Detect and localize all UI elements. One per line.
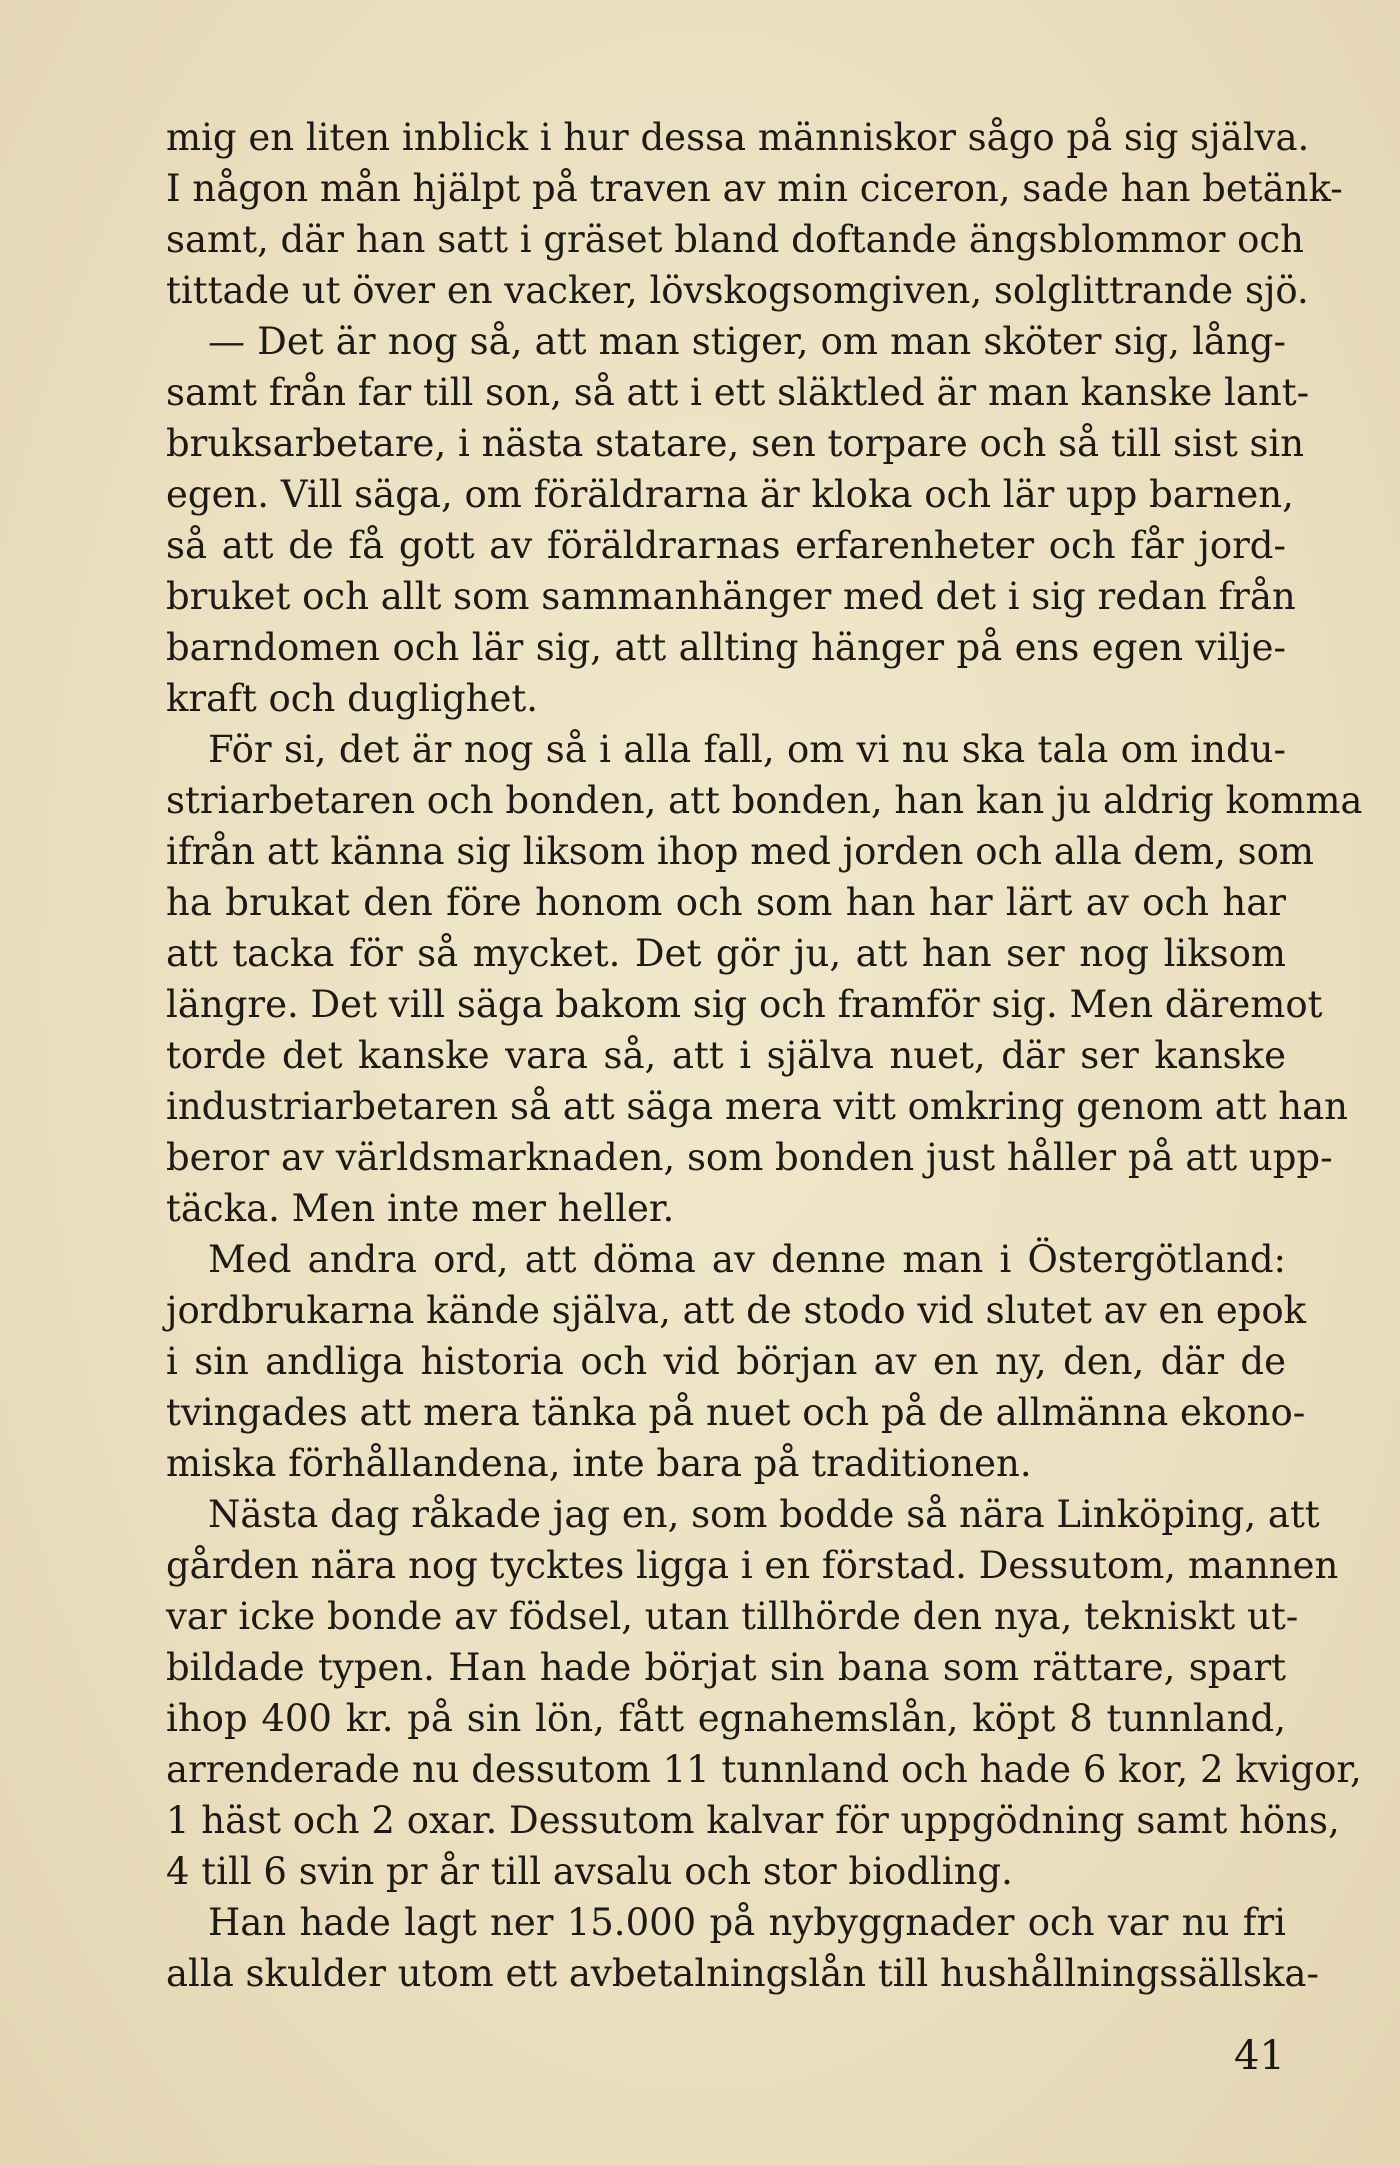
paragraph — [166, 163, 1343, 316]
text-line: ihop 400 kr. på sin lön, fått egnahemslån, köpt 8 tunnland, — [166, 1697, 1286, 1740]
text-line: Nästa dag råkade jag en, som bodde så nära Linköping, att — [208, 1493, 1320, 1536]
paragraph — [166, 724, 1363, 1234]
text-line: alla skulder utom ett avbetalningslån till hushållningssällska- — [166, 1952, 1319, 1995]
text-line: var icke bonde av födsel, utan tillhörde den nya, tekniskt ut- — [166, 1595, 1299, 1638]
text-line: För si, det är nog så i alla fall, om vi nu ska tala om indu- — [208, 728, 1286, 771]
text-line: ha brukat den före honom och som han har lärt av och har — [166, 881, 1286, 924]
page-number: 41 — [1234, 2033, 1285, 2079]
text-line: arrenderade nu dessutom 11 tunnland och hade 6 kor, 2 kvigor, — [166, 1748, 1362, 1791]
text-line: torde det kanske vara så, att i själva nuet, där ser kanske — [166, 1034, 1286, 1077]
text-line: tvingades att mera tänka på nuet och på de allmänna ekono- — [166, 1391, 1306, 1434]
text-line: 1 häst och 2 oxar. Dessutom kalvar för uppgödning samt höns, — [166, 1799, 1340, 1842]
paragraph — [166, 316, 1310, 724]
text-line: ifrån att känna sig liksom ihop med jorden och alla dem, som — [166, 830, 1314, 873]
text-line: bruksarbetare, i nästa statare, sen torpare och så till sist sin — [166, 422, 1305, 465]
text-line: längre. Det vill säga bakom sig och framför sig. Men däremot — [166, 983, 1323, 1026]
text-line: täcka. Men inte mer heller. — [166, 1187, 675, 1230]
text-line: tittade ut över en vacker, lövskogsomgiven, solglittrande sjö. — [166, 269, 1309, 312]
text-line: bildade typen. Han hade börjat sin bana som rättare, spart — [166, 1646, 1286, 1689]
text-line: jordbrukarna kände själva, att de stodo vid slutet av en epok — [166, 1289, 1307, 1332]
text-line: mig en liten inblick i hur dessa människor sågo på sig själva. — [166, 116, 1310, 159]
text-line: Med andra ord, att döma av denne man i Östergötland: — [208, 1238, 1286, 1281]
text-line: bruket och allt som sammanhänger med det i sig redan från — [166, 575, 1296, 618]
paragraph — [166, 1234, 1307, 1489]
text-line: industriarbetaren så att säga mera vitt omkring genom att han — [166, 1085, 1349, 1128]
paragraph — [166, 1897, 1319, 1999]
text-line: I någon mån hjälpt på traven av min ciceron, sade han betänk- — [166, 167, 1343, 210]
text-line: barndomen och lär sig, att allting hänger på ens egen vilje- — [166, 626, 1286, 669]
text-line: att tacka för så mycket. Det gör ju, att han ser nog liksom — [166, 932, 1286, 975]
text-line: miska förhållandena, inte bara på traditionen. — [166, 1442, 1032, 1485]
text-line: beror av världsmarknaden, som bonden just håller på att upp- — [166, 1136, 1333, 1179]
text-line: Han hade lagt ner 15.000 på nybyggnader och var nu fri — [208, 1901, 1286, 1944]
body-text — [166, 112, 1363, 1999]
text-line: — Det är nog så, att man stiger, om man sköter sig, lång- — [208, 320, 1286, 363]
paragraph — [166, 1489, 1362, 1897]
text-line: 4 till 6 svin pr år till avsalu och stor biodling. — [166, 1850, 1013, 1893]
text-line: egen. Vill säga, om föräldrarna är kloka och lär upp barnen, — [166, 473, 1294, 516]
text-line: gården nära nog tycktes ligga i en förstad. Dessutom, mannen — [166, 1544, 1339, 1587]
text-line: i sin andliga historia och vid början av en ny, den, där de — [166, 1340, 1286, 1383]
text-line: samt från far till son, så att i ett släktled är man kanske lant- — [166, 371, 1310, 414]
text-line: striarbetaren och bonden, att bonden, han kan ju aldrig komma — [166, 779, 1363, 822]
paragraph — [166, 112, 1310, 163]
text-line: kraft och duglighet. — [166, 677, 538, 720]
text-line: så att de få gott av föräldrarnas erfarenheter och får jord- — [166, 524, 1286, 567]
text-line: samt, där han satt i gräset bland doftande ängsblommor och — [166, 218, 1304, 261]
